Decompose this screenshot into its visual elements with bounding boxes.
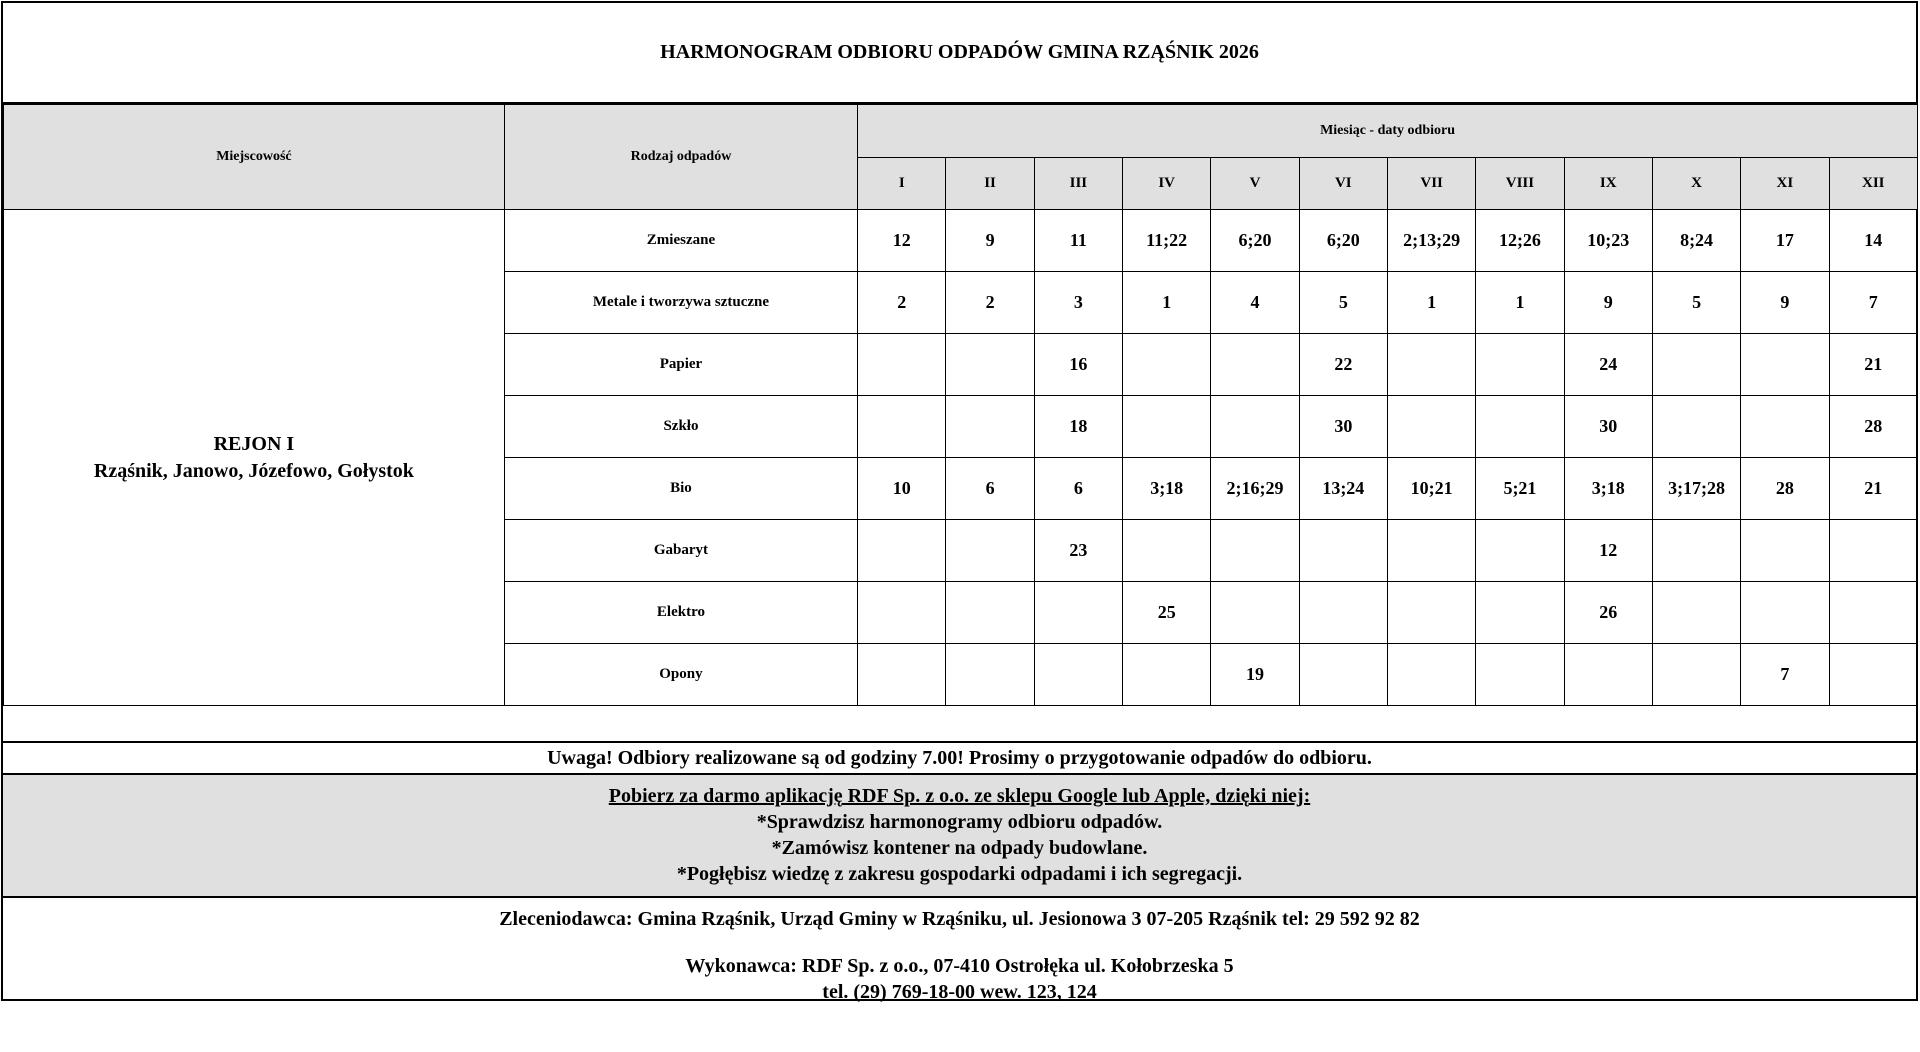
date-cell (946, 582, 1034, 644)
date-cell (1387, 520, 1475, 582)
date-cell: 2;16;29 (1211, 458, 1299, 520)
month-header: VI (1299, 158, 1387, 210)
date-cell (1652, 582, 1740, 644)
date-cell: 17 (1741, 210, 1829, 272)
date-cell (946, 520, 1034, 582)
date-cell (1211, 334, 1299, 396)
waste-type-cell: Opony (504, 644, 857, 706)
month-header: IX (1564, 158, 1652, 210)
date-cell: 5 (1299, 272, 1387, 334)
date-cell (1299, 520, 1387, 582)
date-cell: 30 (1564, 396, 1652, 458)
blank-row (3, 709, 1916, 743)
schedule-table (3, 104, 1918, 706)
date-cell (1741, 396, 1829, 458)
date-cell: 19 (1211, 644, 1299, 706)
date-cell (1211, 396, 1299, 458)
month-header: XI (1741, 158, 1829, 210)
date-cell (1741, 334, 1829, 396)
waste-type-cell: Papier (504, 334, 857, 396)
date-cell (1652, 334, 1740, 396)
date-cell: 6;20 (1211, 210, 1299, 272)
date-cell: 23 (1034, 520, 1122, 582)
date-cell (1476, 396, 1564, 458)
date-cell (1123, 520, 1211, 582)
date-cell (858, 582, 946, 644)
month-header: II (946, 158, 1034, 210)
date-cell (1829, 582, 1917, 644)
date-cell: 4 (1211, 272, 1299, 334)
contractor-info (3, 953, 1916, 1005)
notice: Uwaga! Odbiory realizowane są od godziny 7.00! Prosimy o przygotowanie odpadów do odbioru. (3, 743, 1916, 775)
app-promo-item: *Sprawdzisz harmonogramy odbioru odpadów. (756, 811, 1163, 833)
locality-header: Miejscowość (4, 105, 505, 210)
date-cell: 1 (1476, 272, 1564, 334)
date-cell (1387, 334, 1475, 396)
date-cell (1299, 644, 1387, 706)
waste-type-cell: Elektro (504, 582, 857, 644)
date-cell (858, 644, 946, 706)
date-cell: 10;23 (1564, 210, 1652, 272)
date-cell: 22 (1299, 334, 1387, 396)
date-cell: 6;20 (1299, 210, 1387, 272)
date-cell: 12 (858, 210, 946, 272)
date-cell (1211, 582, 1299, 644)
date-cell (858, 520, 946, 582)
date-cell: 2 (946, 272, 1034, 334)
date-cell: 10 (858, 458, 946, 520)
date-cell: 14 (1829, 210, 1917, 272)
date-cell (1476, 520, 1564, 582)
date-cell (1211, 520, 1299, 582)
date-cell: 21 (1829, 458, 1917, 520)
date-cell: 9 (1564, 272, 1652, 334)
date-cell: 10;21 (1387, 458, 1475, 520)
date-cell (1741, 520, 1829, 582)
schedule-document (1, 1, 1918, 1001)
waste-type-header: Rodzaj odpadów (504, 105, 857, 210)
date-cell (946, 396, 1034, 458)
date-cell: 11;22 (1123, 210, 1211, 272)
date-cell: 12;26 (1476, 210, 1564, 272)
date-cell (1387, 582, 1475, 644)
date-cell: 12 (1564, 520, 1652, 582)
date-cell (858, 396, 946, 458)
date-cell (1123, 334, 1211, 396)
date-cell: 7 (1741, 644, 1829, 706)
date-cell: 3 (1034, 272, 1122, 334)
app-promo-item: *Zamówisz kontener na odpady budowlane. (771, 837, 1148, 859)
date-cell: 21 (1829, 334, 1917, 396)
date-cell: 3;18 (1564, 458, 1652, 520)
date-cell: 9 (946, 210, 1034, 272)
app-promo-title: Pobierz za darmo aplikację RDF Sp. z o.o. ze sklepu Google lub Apple, dzięki niej: (608, 785, 1311, 807)
month-header: VII (1387, 158, 1475, 210)
month-header: V (1211, 158, 1299, 210)
document-title: HARMONOGRAM ODBIORU ODPADÓW GMINA RZĄŚNIK 2026 (3, 3, 1916, 104)
date-cell: 13;24 (1299, 458, 1387, 520)
app-promo-item: *Pogłębisz wiedzę z zakresu gospodarki odpadami i ich segregacji. (676, 863, 1243, 885)
date-cell (1034, 582, 1122, 644)
region-localities: Rząśnik, Janowo, Józefowo, Gołystok (93, 459, 414, 482)
date-cell: 5 (1652, 272, 1740, 334)
waste-type-cell: Zmieszane (504, 210, 857, 272)
date-cell: 28 (1741, 458, 1829, 520)
date-cell (1829, 644, 1917, 706)
contractor-address: Wykonawca: RDF Sp. z o.o., 07-410 Ostrołęka ul. Kołobrzeska 5 (685, 955, 1234, 977)
months-header: Miesiąc - daty odbioru (858, 105, 1918, 158)
date-cell (1741, 582, 1829, 644)
date-cell (1034, 644, 1122, 706)
waste-type-cell: Szkło (504, 396, 857, 458)
date-cell: 6 (946, 458, 1034, 520)
date-cell: 7 (1829, 272, 1917, 334)
waste-type-cell: Bio (504, 458, 857, 520)
date-cell: 11 (1034, 210, 1122, 272)
date-cell (1476, 334, 1564, 396)
date-cell (858, 334, 946, 396)
date-cell (1652, 520, 1740, 582)
date-cell: 3;18 (1123, 458, 1211, 520)
month-header: XII (1829, 158, 1917, 210)
date-cell: 8;24 (1652, 210, 1740, 272)
date-cell (1123, 644, 1211, 706)
date-cell (1476, 644, 1564, 706)
date-cell: 6 (1034, 458, 1122, 520)
region-name: REJON I (213, 432, 295, 455)
date-cell (1476, 582, 1564, 644)
date-cell (1299, 582, 1387, 644)
region-cell (4, 210, 505, 706)
date-cell (1564, 644, 1652, 706)
date-cell: 1 (1123, 272, 1211, 334)
month-header: VIII (1476, 158, 1564, 210)
date-cell (1123, 396, 1211, 458)
date-cell: 18 (1034, 396, 1122, 458)
month-header: I (858, 158, 946, 210)
app-promo-box (3, 775, 1916, 898)
client-info: Zleceniodawca: Gmina Rząśnik, Urząd Gminy w Rząśniku, ul. Jesionowa 3 07-205 Rząśnik tel: 29 592 92 82 (499, 908, 1420, 930)
date-cell: 16 (1034, 334, 1122, 396)
month-header: IV (1123, 158, 1211, 210)
date-cell (1652, 644, 1740, 706)
date-cell: 24 (1564, 334, 1652, 396)
month-header: X (1652, 158, 1740, 210)
date-cell (1829, 520, 1917, 582)
date-cell: 2;13;29 (1387, 210, 1475, 272)
date-cell: 28 (1829, 396, 1917, 458)
contractor-phone: tel. (29) 769-18-00 wew. 123, 124 (822, 981, 1097, 1003)
date-cell (1652, 396, 1740, 458)
date-cell: 26 (1564, 582, 1652, 644)
date-cell: 9 (1741, 272, 1829, 334)
waste-type-cell: Gabaryt (504, 520, 857, 582)
date-cell: 25 (1123, 582, 1211, 644)
date-cell: 30 (1299, 396, 1387, 458)
date-cell: 5;21 (1476, 458, 1564, 520)
date-cell: 1 (1387, 272, 1475, 334)
table-row (4, 210, 1918, 272)
date-cell (946, 644, 1034, 706)
date-cell (946, 334, 1034, 396)
month-header: III (1034, 158, 1122, 210)
waste-type-cell: Metale i tworzywa sztuczne (504, 272, 857, 334)
date-cell (1387, 396, 1475, 458)
date-cell: 2 (858, 272, 946, 334)
date-cell (1387, 644, 1475, 706)
date-cell: 3;17;28 (1652, 458, 1740, 520)
